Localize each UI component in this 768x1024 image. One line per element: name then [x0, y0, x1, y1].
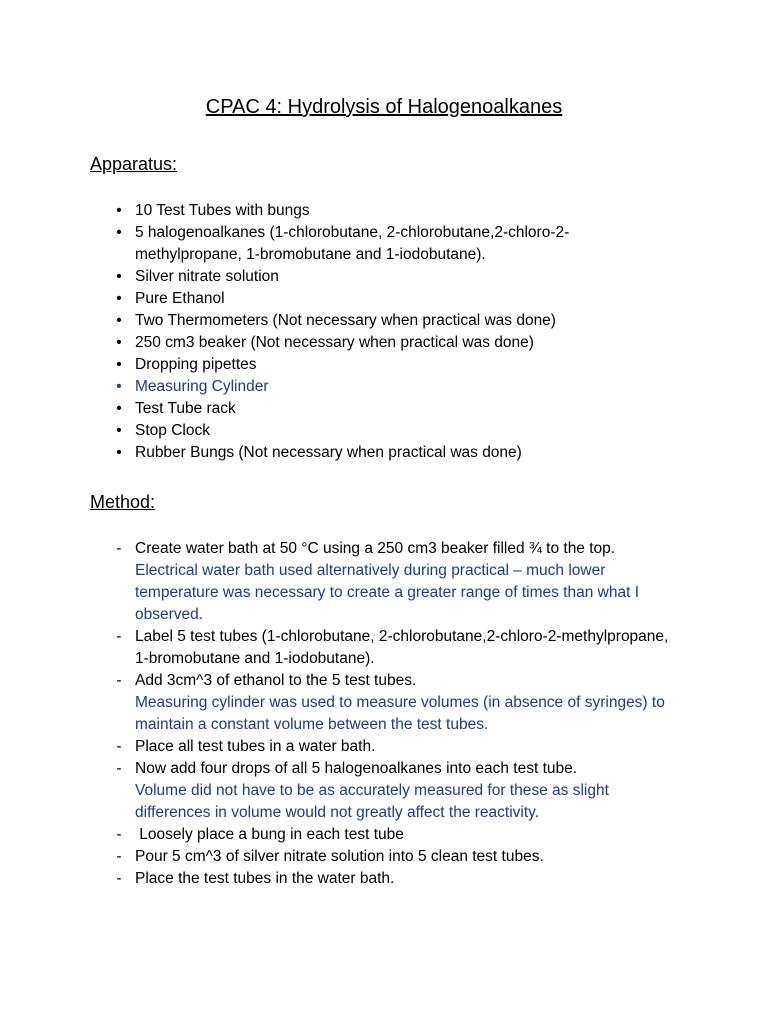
method-step	[0, 626, 675, 670]
document-title: CPAC 4: Hydrolysis of Halogenoalkanes	[205, 96, 563, 118]
bullet-icon: •	[116, 378, 122, 395]
apparatus-item	[0, 376, 675, 398]
method-step-note: Electrical water bath used alternatively during practical – much lower temperature was necessary to create a greater range of times than what I observed.	[135, 562, 640, 623]
apparatus-item-text: Pure Ethanol	[135, 290, 225, 307]
dash-icon: -	[116, 628, 122, 645]
bullet-icon: •	[116, 444, 122, 461]
apparatus-list	[0, 200, 675, 464]
method-list	[0, 538, 675, 890]
bullet-icon: •	[116, 422, 122, 439]
dash-icon: -	[116, 738, 122, 755]
dash-icon: -	[116, 870, 122, 887]
apparatus-item	[0, 420, 675, 442]
method-step-text: Now add four drops of all 5 halogenoalkanes into each test tube.	[135, 760, 578, 777]
method-step-text: Place all test tubes in a water bath.	[135, 738, 376, 755]
apparatus-heading: Apparatus:	[90, 154, 178, 174]
method-step	[0, 868, 675, 890]
dash-icon: -	[116, 848, 122, 865]
apparatus-item-text: Silver nitrate solution	[135, 268, 279, 285]
method-step	[0, 670, 675, 736]
method-step-text: Loosely place a bung in each test tube	[135, 826, 404, 843]
apparatus-item	[0, 398, 675, 420]
bullet-icon: •	[116, 202, 122, 219]
method-step-text: Place the test tubes in the water bath.	[135, 870, 395, 887]
apparatus-item-text: Two Thermometers (Not necessary when practical was done)	[135, 312, 556, 329]
method-step-text: Create water bath at 50 °C using a 250 cm3 beaker filled ¾ to the top.	[135, 540, 616, 557]
apparatus-item	[0, 222, 675, 266]
method-step-text: Pour 5 cm^3 of silver nitrate solution into 5 clean test tubes.	[135, 848, 544, 865]
apparatus-item	[0, 288, 675, 310]
apparatus-item-text: Rubber Bungs (Not necessary when practical was done)	[135, 444, 522, 461]
method-step	[0, 758, 675, 824]
method-step-text: Add 3cm^3 of ethanol to the 5 test tubes.	[135, 672, 417, 689]
bullet-icon: •	[116, 312, 122, 329]
dash-icon: -	[116, 672, 122, 689]
dash-icon: -	[116, 760, 122, 777]
method-step	[0, 538, 675, 626]
apparatus-item	[0, 310, 675, 332]
apparatus-item	[0, 332, 675, 354]
apparatus-item	[0, 266, 675, 288]
apparatus-item-text: 10 Test Tubes with bungs	[135, 202, 310, 219]
apparatus-item-text: Stop Clock	[135, 422, 210, 439]
apparatus-item	[0, 200, 675, 222]
method-step	[0, 824, 675, 846]
apparatus-item-text: Measuring Cylinder	[135, 378, 269, 395]
bullet-icon: •	[116, 356, 122, 373]
apparatus-item-text: Dropping pipettes	[135, 356, 257, 373]
method-step-note: Measuring cylinder was used to measure volumes (in absence of syringes) to maintain a constant volume between the test tubes.	[135, 694, 665, 733]
method-step	[0, 736, 675, 758]
apparatus-item	[0, 354, 675, 376]
apparatus-item	[0, 442, 675, 464]
bullet-icon: •	[116, 268, 122, 285]
method-step	[0, 846, 675, 868]
method-heading: Method:	[90, 492, 156, 512]
bullet-icon: •	[116, 224, 122, 241]
method-step-note: Volume did not have to be as accurately measured for these as slight differences in volume would not greatly affect the reactivity.	[135, 782, 609, 821]
dash-icon: -	[116, 540, 122, 557]
bullet-icon: •	[116, 400, 122, 417]
method-step-text: Label 5 test tubes (1-chlorobutane, 2-chlorobutane,2-chloro-2-methylpropane, 1-bromobutane and 1-iodobutane).	[135, 628, 669, 667]
apparatus-item-text: 5 halogenoalkanes (1-chlorobutane, 2-chlorobutane,2-chloro-2-methylpropane, 1-bromobutane and 1-iodobutane).	[135, 224, 570, 263]
bullet-icon: •	[116, 334, 122, 351]
apparatus-item-text: Test Tube rack	[135, 400, 236, 417]
bullet-icon: •	[116, 290, 122, 307]
apparatus-item-text: 250 cm3 beaker (Not necessary when practical was done)	[135, 334, 534, 351]
dash-icon: -	[116, 826, 122, 843]
